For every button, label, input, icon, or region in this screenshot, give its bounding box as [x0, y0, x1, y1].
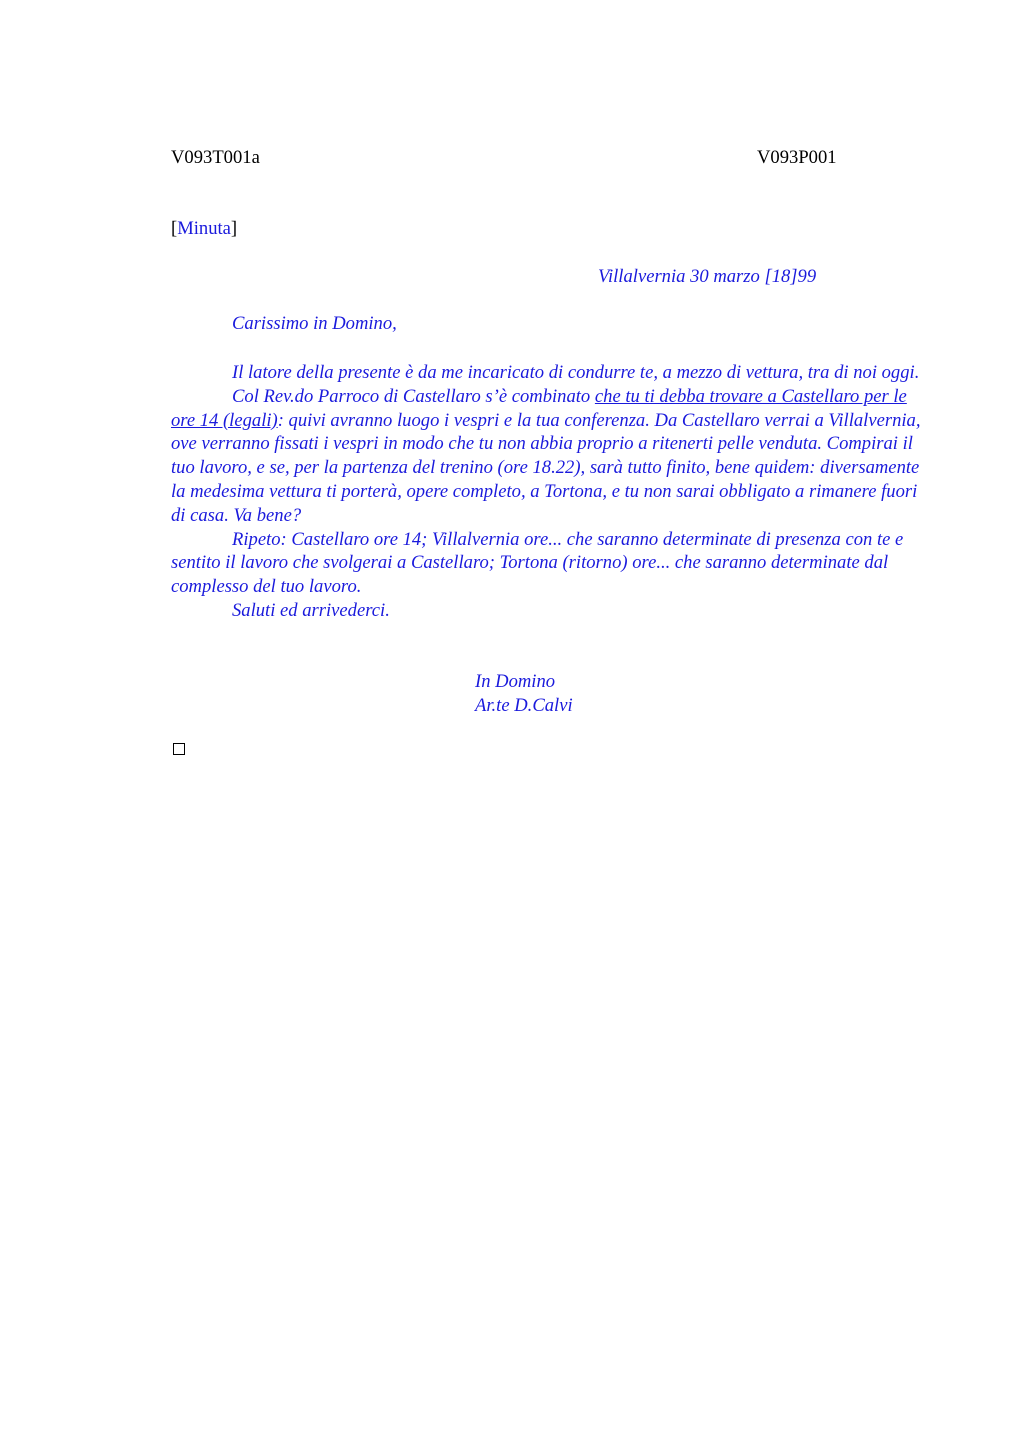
paragraph-2-rest: : quivi avranno luogo i vespri e la tua conferenza. Da Castellaro verrai a Villalvernia, ove verranno fissati i vespri in modo che tu non abbia proprio a ritenerti pelle venduta. Compirai il tuo lavoro, e se, per la partenza del trenino (ore 18.22), sarà tutto finito, bene quidem: diversamente la medesima vettura ti porterà, opere completo, a Tortona, e tu non sarai obbligato a rimanere fuori di casa. Va bene? [171, 409, 921, 526]
minuta-open-bracket: [ [171, 218, 178, 239]
letter-body [171, 361, 923, 623]
document-code-right: V093P001 [757, 147, 837, 168]
minuta-close-bracket: ] [230, 218, 238, 239]
paragraph-2-underlined: che tu ti debba trovare a Castellaro per le ore 14 (legali) [171, 385, 907, 431]
letter-signoff [475, 670, 573, 717]
document-code-left: V093T001a [171, 147, 260, 168]
closing-signature: Ar.te D.Calvi [475, 694, 573, 716]
letter-paragraph-1: Il latore della presente è da me incaricato di condurre te, a mezzo di vettura, tra di noi oggi. [232, 362, 920, 383]
letter-paragraph-3: Ripeto: Castellaro ore 14; Villalvernia ore... che saranno determinate di presenza con te e sentito il lavoro che svolgerai a Castellaro; Tortona (ritorno) ore... che saranno determinate dal complesso del tuo lavoro. [171, 528, 904, 598]
paragraph-2-intro: Col Rev.do Parroco di Castellaro s’è combinato [232, 385, 595, 407]
letter-dateline: Villalvernia 30 marzo [18]99 [598, 266, 817, 287]
minuta-text: Minuta [177, 218, 231, 239]
closing-line-1: In Domino [475, 671, 556, 692]
letter-paragraph-2 [171, 385, 923, 528]
letter-paragraph-4: Saluti ed arrivederci. [232, 599, 390, 621]
minuta-label [171, 218, 237, 240]
letter-salutation: Carissimo in Domino, [232, 313, 397, 334]
empty-square-icon [173, 743, 185, 755]
